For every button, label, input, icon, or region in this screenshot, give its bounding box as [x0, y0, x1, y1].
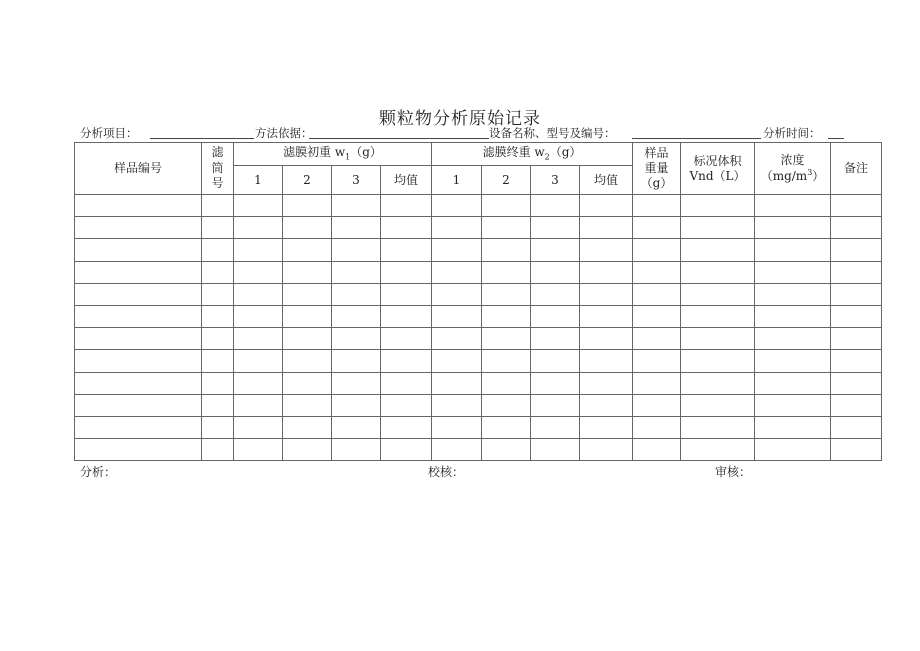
table-cell[interactable]: [831, 261, 882, 283]
table-cell[interactable]: [831, 195, 882, 217]
table-cell[interactable]: [580, 350, 633, 372]
table-cell[interactable]: [75, 261, 202, 283]
table-cell[interactable]: [283, 283, 332, 305]
final-weight-unit: （g）: [549, 145, 582, 160]
std-volume-line2: Vnd（L）: [689, 168, 746, 183]
table-cell[interactable]: [482, 305, 531, 327]
table-cell[interactable]: [432, 439, 482, 461]
table-cell[interactable]: [381, 217, 432, 239]
table-cell[interactable]: [831, 283, 882, 305]
analysis-item-field[interactable]: [150, 138, 254, 139]
sample-weight-line1: 样品: [644, 146, 669, 160]
table-cell[interactable]: [633, 195, 681, 217]
header-final-weight: [432, 143, 633, 166]
table-body: [75, 195, 882, 461]
table-cell[interactable]: [202, 239, 234, 261]
table-cell[interactable]: [432, 328, 482, 350]
table-cell[interactable]: [381, 394, 432, 416]
table-cell[interactable]: [831, 394, 882, 416]
table-cell[interactable]: [831, 416, 882, 438]
table-cell[interactable]: [432, 283, 482, 305]
table-cell[interactable]: [755, 439, 831, 461]
table-cell[interactable]: [283, 305, 332, 327]
table-cell[interactable]: [202, 350, 234, 372]
table-cell[interactable]: [381, 305, 432, 327]
info-line: [80, 125, 880, 141]
table-cell[interactable]: [633, 372, 681, 394]
table-cell[interactable]: [580, 328, 633, 350]
table-cell[interactable]: [75, 195, 202, 217]
sample-weight-line3: （g）: [640, 176, 673, 190]
table-cell[interactable]: [332, 261, 381, 283]
table-cell[interactable]: [202, 283, 234, 305]
table-cell[interactable]: [531, 416, 580, 438]
header-remarks: 备注: [831, 143, 882, 195]
table-cell[interactable]: [234, 350, 283, 372]
initial-sub-1: 1: [234, 166, 283, 195]
initial-weight-sub: 1: [345, 152, 351, 162]
table-row: [75, 283, 882, 305]
table-cell[interactable]: [531, 372, 580, 394]
table-cell[interactable]: [531, 305, 580, 327]
table-cell[interactable]: [755, 261, 831, 283]
table-cell[interactable]: [580, 394, 633, 416]
table-cell[interactable]: [633, 217, 681, 239]
record-table: [74, 142, 882, 461]
table-cell[interactable]: [681, 439, 755, 461]
table-cell[interactable]: [681, 195, 755, 217]
table-cell[interactable]: [381, 261, 432, 283]
table-cell[interactable]: [234, 439, 283, 461]
table-cell[interactable]: [283, 439, 332, 461]
table-cell[interactable]: [332, 305, 381, 327]
table-cell[interactable]: [681, 217, 755, 239]
table-cell[interactable]: [831, 439, 882, 461]
table-cell[interactable]: [332, 217, 381, 239]
table-cell[interactable]: [332, 239, 381, 261]
table-row: [75, 261, 882, 283]
header-initial-weight: [234, 143, 432, 166]
table-cell[interactable]: [831, 305, 882, 327]
final-sub-3: 3: [531, 166, 580, 195]
table-cell[interactable]: [580, 283, 633, 305]
initial-sub-mean: 均值: [381, 166, 432, 195]
table-row: [75, 372, 882, 394]
table-cell[interactable]: [234, 239, 283, 261]
analysis-time-label: 分析时间：: [763, 126, 821, 140]
initial-weight-unit: （g）: [350, 145, 382, 160]
table-cell[interactable]: [755, 416, 831, 438]
table-row: [75, 305, 882, 327]
table-cell[interactable]: [482, 372, 531, 394]
table-cell[interactable]: [283, 217, 332, 239]
table-cell[interactable]: [381, 328, 432, 350]
table-cell[interactable]: [75, 328, 202, 350]
table-cell[interactable]: [283, 328, 332, 350]
table-cell[interactable]: [831, 350, 882, 372]
header-sample-weight: [633, 143, 681, 195]
table-cell[interactable]: [482, 416, 531, 438]
table-cell[interactable]: [234, 261, 283, 283]
table-cell[interactable]: [681, 239, 755, 261]
table-row: [75, 416, 882, 438]
table-row: [75, 394, 882, 416]
table-cell[interactable]: [633, 328, 681, 350]
table-cell[interactable]: [432, 217, 482, 239]
table-cell[interactable]: [580, 195, 633, 217]
table-cell[interactable]: [75, 217, 202, 239]
device-label: 设备名称、型号及编号：: [489, 126, 616, 140]
table-cell[interactable]: [283, 416, 332, 438]
table-row: [75, 439, 882, 461]
table-cell[interactable]: [202, 195, 234, 217]
table-cell[interactable]: [283, 372, 332, 394]
final-sub-mean: 均值: [580, 166, 633, 195]
table-cell[interactable]: [75, 350, 202, 372]
table-row: [75, 217, 882, 239]
table-cell[interactable]: [482, 283, 531, 305]
final-sub-2: 2: [482, 166, 531, 195]
table-cell[interactable]: [633, 261, 681, 283]
header-row-1: [75, 143, 882, 166]
table-cell[interactable]: [432, 305, 482, 327]
table-cell[interactable]: [755, 328, 831, 350]
table-cell[interactable]: [432, 416, 482, 438]
table-cell[interactable]: [234, 305, 283, 327]
device-field[interactable]: [632, 138, 761, 139]
checker-label: 校核：: [428, 465, 465, 479]
table-cell[interactable]: [332, 195, 381, 217]
table-cell[interactable]: [681, 372, 755, 394]
table-cell[interactable]: [75, 239, 202, 261]
page-title: 颗粒物分析原始记录: [379, 109, 541, 129]
table-cell[interactable]: [234, 283, 283, 305]
table-cell[interactable]: [482, 328, 531, 350]
table-cell[interactable]: [332, 394, 381, 416]
concentration-unit-close: ）: [812, 169, 825, 183]
table-cell[interactable]: [482, 261, 531, 283]
table-cell[interactable]: [482, 217, 531, 239]
table-cell[interactable]: [633, 350, 681, 372]
table-cell[interactable]: [202, 217, 234, 239]
table-cell[interactable]: [755, 195, 831, 217]
table-cell[interactable]: [755, 372, 831, 394]
table-cell[interactable]: [381, 239, 432, 261]
table-row: [75, 350, 882, 372]
final-weight-sub: 2: [544, 152, 550, 162]
table-cell[interactable]: [831, 328, 882, 350]
table-cell[interactable]: [202, 305, 234, 327]
table-cell[interactable]: [75, 372, 202, 394]
table-cell[interactable]: [283, 261, 332, 283]
table-cell[interactable]: [831, 239, 882, 261]
table-cell[interactable]: [482, 350, 531, 372]
table-cell[interactable]: [432, 394, 482, 416]
table-cell[interactable]: [531, 217, 580, 239]
table-cell[interactable]: [633, 394, 681, 416]
table-cell[interactable]: [580, 261, 633, 283]
table-cell[interactable]: [633, 439, 681, 461]
table-cell[interactable]: [633, 283, 681, 305]
table-cell[interactable]: [283, 394, 332, 416]
table-cell[interactable]: [580, 372, 633, 394]
table-cell[interactable]: [681, 261, 755, 283]
table-cell[interactable]: [75, 305, 202, 327]
table-cell[interactable]: [75, 283, 202, 305]
table-cell[interactable]: [580, 305, 633, 327]
table-cell[interactable]: [283, 350, 332, 372]
table-cell[interactable]: [633, 239, 681, 261]
method-basis-field[interactable]: [309, 138, 489, 139]
table-cell[interactable]: [332, 372, 381, 394]
table-cell[interactable]: [381, 350, 432, 372]
table-cell[interactable]: [531, 439, 580, 461]
reviewer-label: 审核：: [715, 465, 752, 479]
analysis-time-field[interactable]: [828, 138, 844, 139]
table-cell[interactable]: [681, 416, 755, 438]
table-cell[interactable]: [283, 195, 332, 217]
table-cell[interactable]: [681, 283, 755, 305]
std-volume-line1: 标况体积: [693, 153, 742, 168]
header-std-volume: [681, 143, 755, 195]
table-cell[interactable]: [332, 439, 381, 461]
table-cell[interactable]: [234, 195, 283, 217]
table-cell[interactable]: [531, 195, 580, 217]
table-cell[interactable]: [531, 394, 580, 416]
initial-weight-label: 滤膜初重 w: [283, 145, 346, 160]
initial-sub-2: 2: [283, 166, 332, 195]
table-cell[interactable]: [531, 283, 580, 305]
table-cell[interactable]: [332, 328, 381, 350]
table-cell[interactable]: [580, 439, 633, 461]
table-cell[interactable]: [381, 372, 432, 394]
table-cell[interactable]: [531, 261, 580, 283]
table-cell[interactable]: [75, 416, 202, 438]
concentration-line1: 浓度: [780, 153, 805, 167]
table-cell[interactable]: [283, 239, 332, 261]
table-row: [75, 239, 882, 261]
table-cell[interactable]: [755, 305, 831, 327]
table-cell[interactable]: [482, 239, 531, 261]
table-cell[interactable]: [381, 439, 432, 461]
table-cell[interactable]: [755, 217, 831, 239]
concentration-unit-sup: 3: [807, 168, 813, 177]
table-cell[interactable]: [482, 195, 531, 217]
table-cell[interactable]: [755, 239, 831, 261]
table-cell[interactable]: [432, 195, 482, 217]
table-cell[interactable]: [831, 372, 882, 394]
table-cell[interactable]: [381, 283, 432, 305]
table-cell[interactable]: [332, 283, 381, 305]
table-cell[interactable]: [381, 416, 432, 438]
table-cell[interactable]: [234, 372, 283, 394]
table-cell[interactable]: [234, 328, 283, 350]
table-cell[interactable]: [381, 195, 432, 217]
table-cell[interactable]: [531, 350, 580, 372]
method-basis-label: 方法依据：: [255, 126, 313, 140]
table-cell[interactable]: [681, 350, 755, 372]
table-cell[interactable]: [755, 350, 831, 372]
table-cell[interactable]: [681, 394, 755, 416]
table-cell[interactable]: [831, 217, 882, 239]
table-cell[interactable]: [633, 416, 681, 438]
table-cell[interactable]: [432, 261, 482, 283]
table-cell[interactable]: [531, 328, 580, 350]
table-cell[interactable]: [332, 416, 381, 438]
table-cell[interactable]: [580, 239, 633, 261]
table-cell[interactable]: [234, 416, 283, 438]
sample-weight-line2: 重量: [644, 161, 669, 175]
table-cell[interactable]: [580, 416, 633, 438]
analyst-label: 分析：: [80, 465, 117, 479]
table-cell[interactable]: [202, 416, 234, 438]
table-cell[interactable]: [432, 350, 482, 372]
table-cell[interactable]: [202, 261, 234, 283]
table-cell[interactable]: [202, 328, 234, 350]
header-sample-id: 样品编号: [75, 143, 202, 195]
table-cell[interactable]: [332, 350, 381, 372]
table-cell[interactable]: [681, 305, 755, 327]
table-cell[interactable]: [234, 217, 283, 239]
header-filter-cartridge: [202, 143, 234, 195]
table-cell[interactable]: [482, 394, 531, 416]
table-cell[interactable]: [755, 394, 831, 416]
table-cell[interactable]: [482, 439, 531, 461]
table-cell[interactable]: [202, 439, 234, 461]
header-concentration: [755, 143, 831, 195]
table-cell[interactable]: [234, 394, 283, 416]
table-cell[interactable]: [75, 439, 202, 461]
analysis-item-label: 分析项目：: [80, 126, 138, 140]
table-cell[interactable]: [633, 305, 681, 327]
table-cell[interactable]: [681, 328, 755, 350]
concentration-unit: （mg/m: [760, 169, 808, 183]
table-cell[interactable]: [202, 394, 234, 416]
table-cell[interactable]: [531, 239, 580, 261]
table-cell[interactable]: [432, 239, 482, 261]
table-cell[interactable]: [75, 394, 202, 416]
table-cell[interactable]: [580, 217, 633, 239]
table-cell[interactable]: [755, 283, 831, 305]
final-sub-1: 1: [432, 166, 482, 195]
table-row: [75, 195, 882, 217]
initial-sub-3: 3: [332, 166, 381, 195]
table-row: [75, 328, 882, 350]
table-cell[interactable]: [202, 372, 234, 394]
table-cell[interactable]: [432, 372, 482, 394]
final-weight-label: 滤膜终重 w: [482, 145, 545, 160]
header-filter-cartridge-text: 滤筒号: [211, 145, 224, 191]
